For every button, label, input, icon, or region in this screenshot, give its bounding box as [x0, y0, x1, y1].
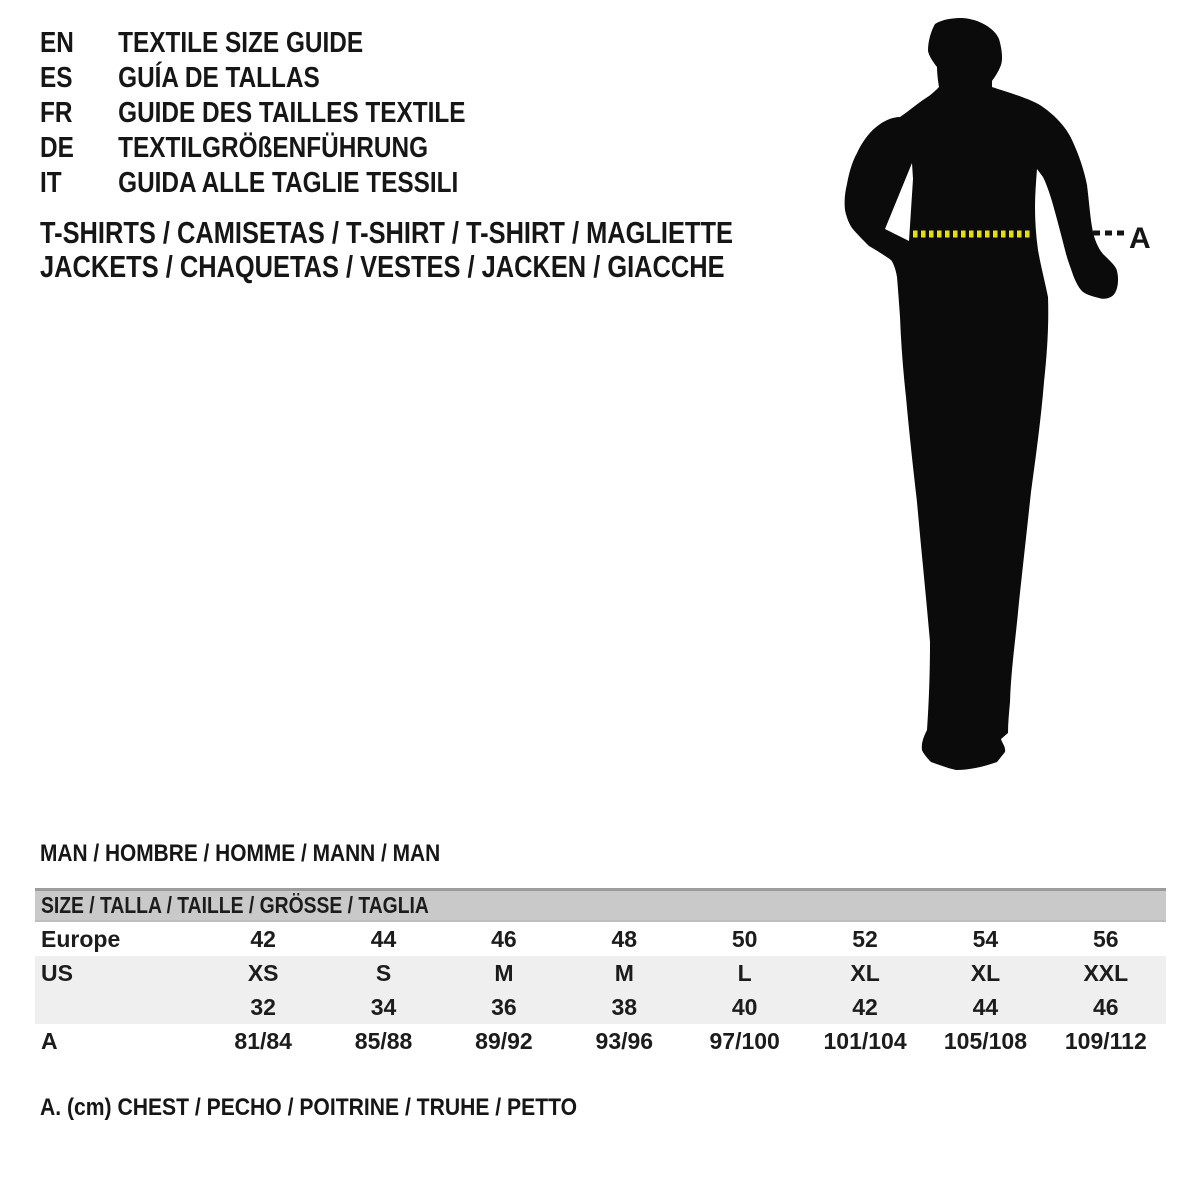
table-cell: 52	[852, 925, 878, 952]
table-cell: 32	[203, 990, 323, 1024]
table-cell: 109/112	[1064, 1027, 1147, 1054]
table-cell: 38	[564, 990, 684, 1024]
table-cell: XL	[925, 956, 1045, 990]
table-cell: M	[444, 956, 564, 990]
table-cell: 46	[1046, 990, 1166, 1024]
table-cell: M	[564, 956, 684, 990]
table-cell: 42	[250, 925, 276, 952]
table-row-chest-a	[35, 1024, 1166, 1058]
man-silhouette-figure	[835, 5, 1165, 780]
gender-heading: MAN / HOMBRE / HOMME / MANN / MAN	[40, 840, 441, 867]
language-row-it	[40, 166, 466, 201]
table-cell: 40	[685, 990, 805, 1024]
language-code: IT	[40, 167, 62, 199]
language-code: EN	[40, 27, 74, 59]
measurement-footnote: A. (cm) CHEST / PECHO / POITRINE / TRUHE / PETTO	[40, 1094, 578, 1121]
size-table-header-text: SIZE / TALLA / TAILLE / GRÖSSE / TAGLIA	[41, 892, 429, 918]
table-cell: 105/108	[943, 1027, 1027, 1054]
row-label: A	[41, 1027, 58, 1054]
table-cell: XXL	[1046, 956, 1166, 990]
table-cell: 44	[370, 925, 397, 952]
language-title-block	[40, 26, 547, 201]
table-cell: 89/92	[475, 1027, 533, 1054]
table-cell: 85/88	[354, 1027, 413, 1054]
table-cell: 54	[972, 925, 999, 952]
table-row-numeric	[35, 990, 1166, 1024]
table-cell: 36	[444, 990, 564, 1024]
table-cell: L	[685, 956, 805, 990]
language-row-de	[40, 131, 466, 166]
size-table-header	[35, 890, 1166, 922]
language-title: TEXTILE SIZE GUIDE	[118, 27, 364, 59]
table-cell: 81/84	[234, 1027, 292, 1054]
language-code: ES	[40, 62, 73, 94]
language-row-es	[40, 61, 466, 96]
product-types-line-tshirts: T-SHIRTS / CAMISETAS / T-SHIRT / T-SHIRT / MAGLIETTE	[40, 215, 733, 250]
size-table-header-row	[35, 890, 1166, 922]
table-row-europe	[35, 921, 1166, 956]
table-cell: 93/96	[595, 1027, 654, 1054]
language-title: GUIDA ALLE TAGLIE TESSILI	[118, 167, 459, 199]
product-types-block	[40, 216, 733, 284]
language-code: DE	[40, 132, 74, 164]
language-title: TEXTILGRÖßENFÜHRUNG	[118, 132, 429, 164]
table-cell: 48	[611, 925, 638, 952]
table-row-us	[35, 956, 1166, 990]
table-cell: 97/100	[709, 1027, 780, 1054]
table-cell: 101/104	[823, 1027, 907, 1054]
size-table	[35, 888, 1166, 1058]
row-label	[35, 990, 203, 1024]
row-label: Europe	[41, 925, 121, 952]
table-cell: XS	[203, 956, 323, 990]
table-cell: S	[323, 956, 443, 990]
language-title: GUIDE DES TAILLES TEXTILE	[118, 97, 466, 129]
table-cell: XL	[805, 956, 925, 990]
table-cell: 34	[323, 990, 443, 1024]
row-label: US	[35, 956, 203, 990]
table-cell: 46	[491, 925, 517, 952]
product-types-line-jackets: JACKETS / CHAQUETAS / VESTES / JACKEN / GIACCHE	[40, 249, 725, 284]
man-silhouette	[845, 18, 1118, 770]
language-row-fr	[40, 96, 466, 131]
table-cell: 44	[925, 990, 1045, 1024]
table-cell: 50	[731, 925, 758, 952]
language-title: GUÍA DE TALLAS	[118, 62, 320, 94]
language-code: FR	[40, 97, 73, 129]
table-cell: 42	[805, 990, 925, 1024]
measurement-label-a: A	[1129, 222, 1151, 255]
language-row-en	[40, 26, 466, 61]
table-cell: 56	[1093, 925, 1119, 952]
